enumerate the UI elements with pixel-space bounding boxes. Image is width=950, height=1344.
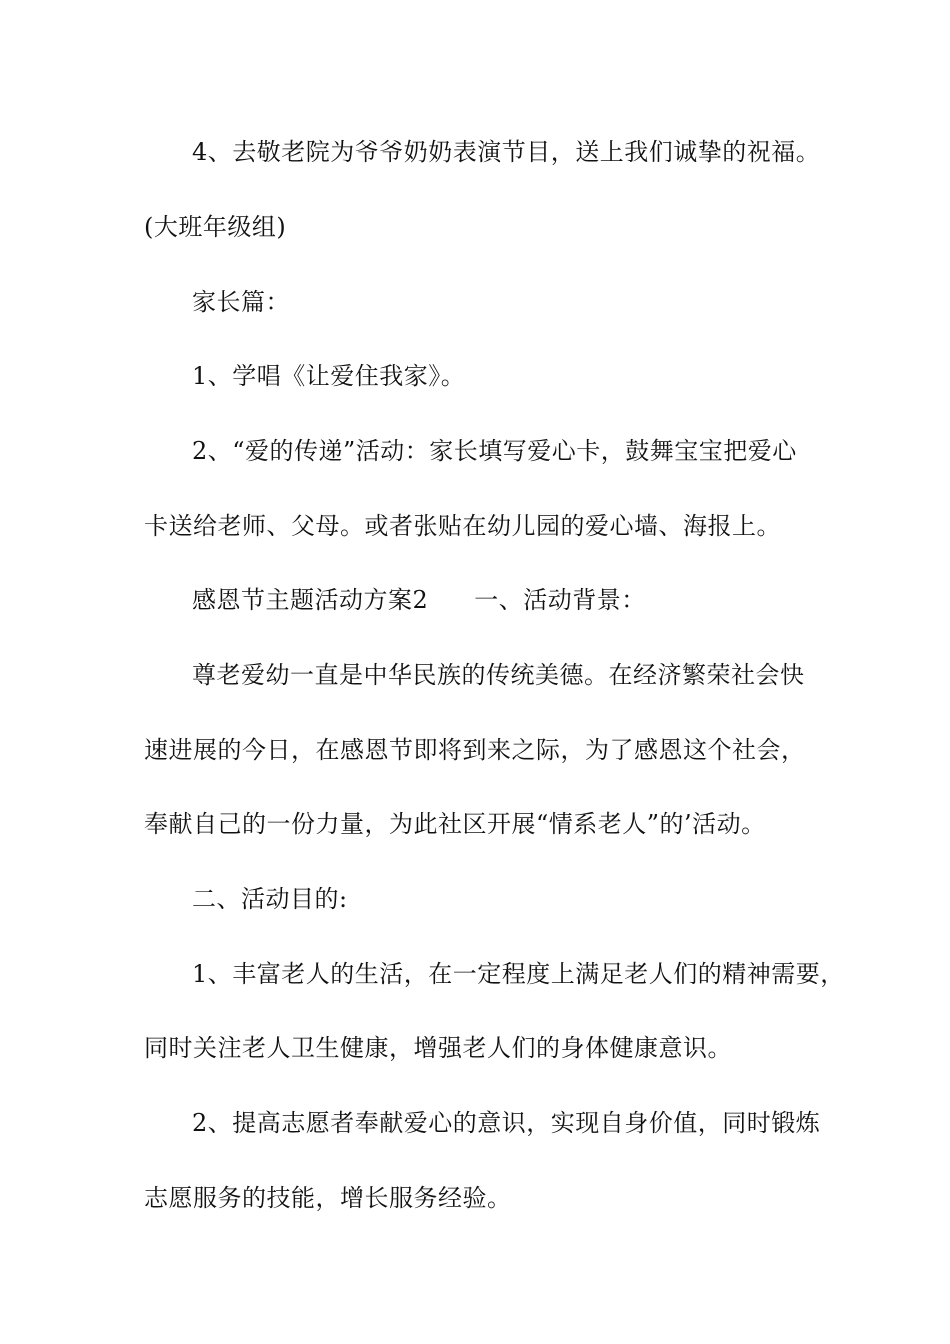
paragraph-line: 同时关注老人卫生健康，增强老人们的身体健康意识。 (144, 1034, 732, 1062)
document-title-line (192, 584, 892, 616)
paragraph-line: 2、提高志愿者奉献爱心的意识，实现自身价值，同时锻炼 (192, 1109, 821, 1137)
paragraph-line: 尊老爱幼一直是中华民族的传统美德。在经济繁荣社会快 (192, 661, 805, 689)
paragraph-line: 志愿服务的技能，增长服务经验。 (144, 1184, 512, 1212)
paragraph-line: 卡送给老师、父母。或者张贴在幼儿园的爱心墙、海报上。 (144, 512, 781, 540)
section-heading: 一、活动背景： (474, 586, 646, 614)
section-heading: 家长篇： (192, 288, 290, 316)
paragraph-line: 2、“爱的传递”活动：家长填写爱心卡，鼓舞宝宝把爱心 (192, 437, 797, 465)
paragraph-line: 速进展的今日，在感恩节即将到来之际，为了感恩这个社会， (144, 736, 806, 764)
document-title: 感恩节主题活动方案2 (192, 586, 429, 614)
section-heading: 二、活动目的: (192, 885, 348, 913)
paragraph-line: 4、去敬老院为爷爷奶奶表演节目，送上我们诚挚的祝福。 (192, 138, 821, 166)
paragraph-line: 1、丰富老人的生活，在一定程度上满足老人们的精神需要， (192, 960, 845, 988)
paragraph-line: (大班年级组) (144, 213, 287, 241)
paragraph-line: 1、学唱《让爱住我家》。 (192, 362, 466, 390)
paragraph-line: 奉献自己的一份力量，为此社区开展“情系老人”的’活动。 (144, 810, 766, 838)
